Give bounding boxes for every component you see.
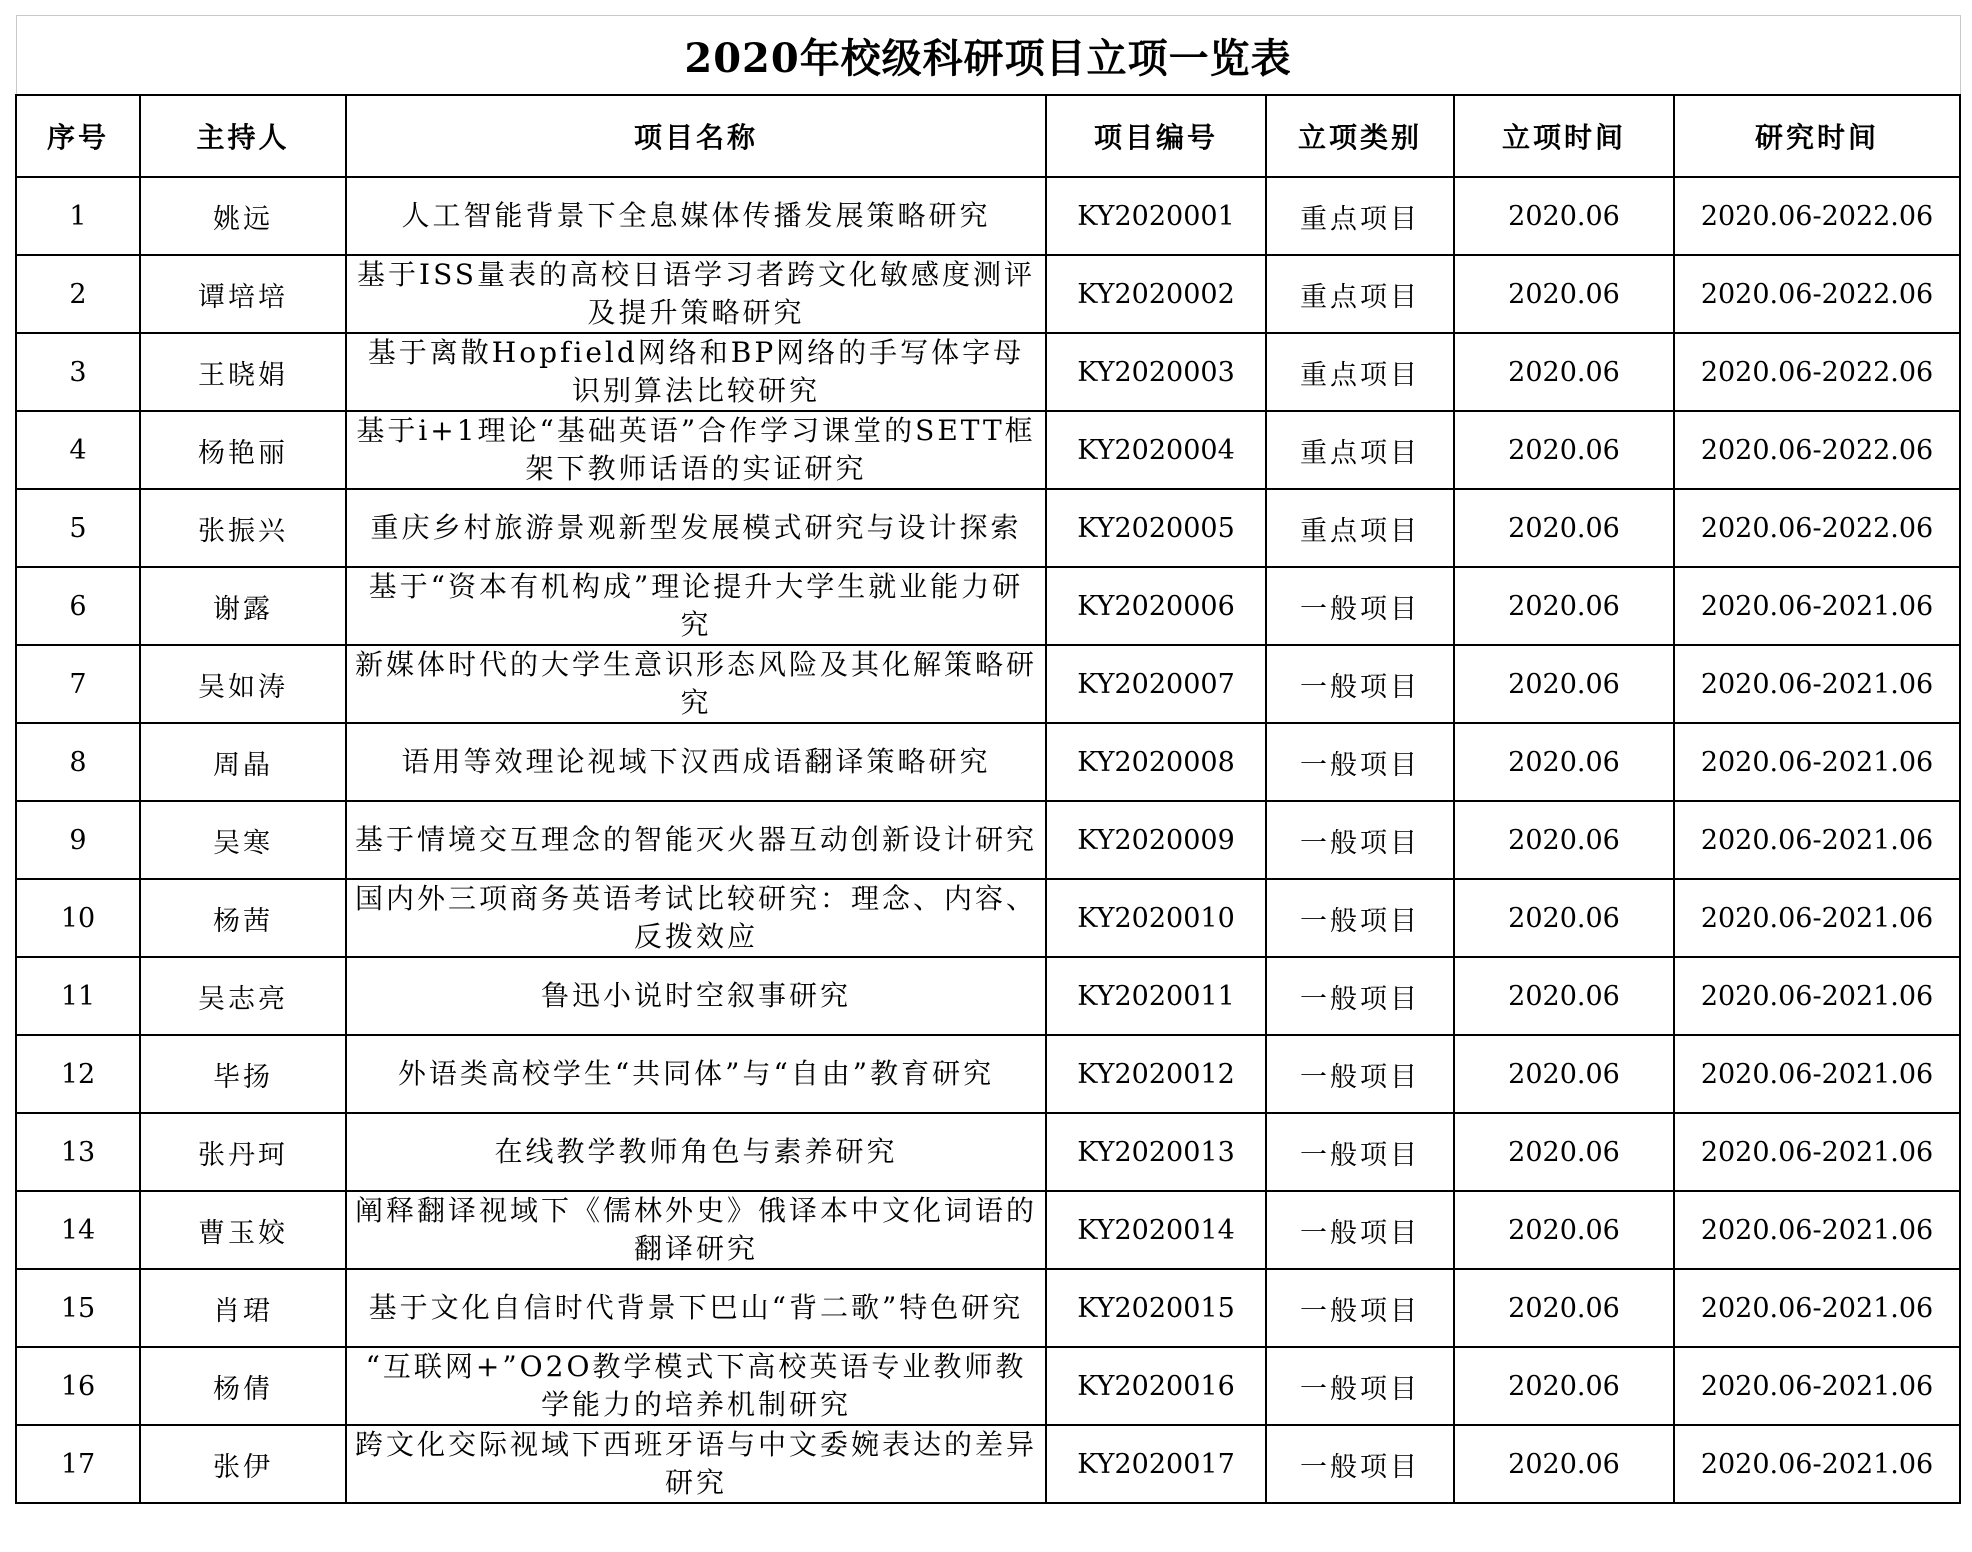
cell-project-type: 重点项目 — [1266, 177, 1454, 255]
cell-research-period: 2020.06-2022.06 — [1674, 177, 1960, 255]
cell-host: 毕扬 — [140, 1035, 346, 1113]
cell-research-period: 2020.06-2021.06 — [1674, 1113, 1960, 1191]
cell-approval-date: 2020.06 — [1454, 723, 1674, 801]
cell-project-type: 重点项目 — [1266, 411, 1454, 489]
header-host: 主持人 — [140, 95, 346, 177]
cell-seq: 6 — [16, 567, 140, 645]
cell-seq: 14 — [16, 1191, 140, 1269]
cell-project-type: 一般项目 — [1266, 1347, 1454, 1425]
cell-host: 张丹珂 — [140, 1113, 346, 1191]
cell-project-type: 一般项目 — [1266, 1035, 1454, 1113]
cell-project-code: KY2020003 — [1046, 333, 1266, 411]
cell-seq: 1 — [16, 177, 140, 255]
cell-project-code: KY2020007 — [1046, 645, 1266, 723]
header-row — [16, 95, 1960, 177]
cell-project-type: 一般项目 — [1266, 801, 1454, 879]
cell-project-type: 一般项目 — [1266, 1113, 1454, 1191]
cell-approval-date: 2020.06 — [1454, 489, 1674, 567]
cell-host: 吴志亮 — [140, 957, 346, 1035]
page-title: 2020年校级科研项目立项一览表 — [16, 16, 1960, 96]
cell-project-code: KY2020012 — [1046, 1035, 1266, 1113]
title-row — [16, 16, 1960, 96]
cell-host: 肖珺 — [140, 1269, 346, 1347]
cell-host: 杨倩 — [140, 1347, 346, 1425]
header-approval-date: 立项时间 — [1454, 95, 1674, 177]
table-row — [16, 1347, 1960, 1425]
cell-approval-date: 2020.06 — [1454, 879, 1674, 957]
cell-research-period: 2020.06-2022.06 — [1674, 411, 1960, 489]
cell-project-code: KY2020006 — [1046, 567, 1266, 645]
cell-approval-date: 2020.06 — [1454, 1191, 1674, 1269]
cell-approval-date: 2020.06 — [1454, 1425, 1674, 1503]
cell-approval-date: 2020.06 — [1454, 333, 1674, 411]
cell-seq: 17 — [16, 1425, 140, 1503]
cell-project-code: KY2020013 — [1046, 1113, 1266, 1191]
cell-project-code: KY2020008 — [1046, 723, 1266, 801]
cell-project-code: KY2020004 — [1046, 411, 1266, 489]
cell-project-code: KY2020005 — [1046, 489, 1266, 567]
cell-project-code: KY2020002 — [1046, 255, 1266, 333]
cell-approval-date: 2020.06 — [1454, 411, 1674, 489]
cell-host: 张伊 — [140, 1425, 346, 1503]
cell-research-period: 2020.06-2021.06 — [1674, 801, 1960, 879]
header-project-code: 项目编号 — [1046, 95, 1266, 177]
cell-host: 杨艳丽 — [140, 411, 346, 489]
cell-project-type: 一般项目 — [1266, 723, 1454, 801]
cell-project-code: KY2020010 — [1046, 879, 1266, 957]
cell-project-type: 一般项目 — [1266, 1269, 1454, 1347]
cell-approval-date: 2020.06 — [1454, 1035, 1674, 1113]
cell-seq: 5 — [16, 489, 140, 567]
cell-seq: 3 — [16, 333, 140, 411]
cell-project-name: 基于情境交互理念的智能灭火器互动创新设计研究 — [346, 801, 1046, 879]
cell-research-period: 2020.06-2021.06 — [1674, 1191, 1960, 1269]
cell-project-name: 国内外三项商务英语考试比较研究：理念、内容、反拨效应 — [346, 879, 1046, 957]
cell-approval-date: 2020.06 — [1454, 177, 1674, 255]
cell-approval-date: 2020.06 — [1454, 1347, 1674, 1425]
cell-project-code: KY2020017 — [1046, 1425, 1266, 1503]
cell-seq: 7 — [16, 645, 140, 723]
cell-host: 谢露 — [140, 567, 346, 645]
cell-project-type: 重点项目 — [1266, 255, 1454, 333]
cell-project-name: 基于i+1理论“基础英语”合作学习课堂的SETT框架下教师话语的实证研究 — [346, 411, 1046, 489]
cell-project-name: 基于离散Hopfield网络和BP网络的手写体字母识别算法比较研究 — [346, 333, 1046, 411]
cell-project-name: 外语类高校学生“共同体”与“自由”教育研究 — [346, 1035, 1046, 1113]
cell-project-code: KY2020011 — [1046, 957, 1266, 1035]
cell-project-code: KY2020009 — [1046, 801, 1266, 879]
project-table — [15, 15, 1961, 1504]
table-row — [16, 255, 1960, 333]
cell-host: 杨茜 — [140, 879, 346, 957]
cell-project-code: KY2020014 — [1046, 1191, 1266, 1269]
cell-research-period: 2020.06-2021.06 — [1674, 1269, 1960, 1347]
cell-research-period: 2020.06-2021.06 — [1674, 723, 1960, 801]
cell-project-code: KY2020015 — [1046, 1269, 1266, 1347]
cell-project-name: 跨文化交际视域下西班牙语与中文委婉表达的差异研究 — [346, 1425, 1046, 1503]
cell-seq: 11 — [16, 957, 140, 1035]
cell-seq: 2 — [16, 255, 140, 333]
table-row — [16, 489, 1960, 567]
table-row — [16, 645, 1960, 723]
cell-project-code: KY2020001 — [1046, 177, 1266, 255]
cell-project-name: 重庆乡村旅游景观新型发展模式研究与设计探索 — [346, 489, 1046, 567]
cell-research-period: 2020.06-2021.06 — [1674, 879, 1960, 957]
cell-project-type: 一般项目 — [1266, 567, 1454, 645]
cell-seq: 16 — [16, 1347, 140, 1425]
table-row — [16, 957, 1960, 1035]
table-row — [16, 1035, 1960, 1113]
cell-seq: 8 — [16, 723, 140, 801]
table-row — [16, 879, 1960, 957]
cell-research-period: 2020.06-2022.06 — [1674, 489, 1960, 567]
cell-research-period: 2020.06-2021.06 — [1674, 957, 1960, 1035]
cell-seq: 4 — [16, 411, 140, 489]
cell-project-code: KY2020016 — [1046, 1347, 1266, 1425]
cell-host: 姚远 — [140, 177, 346, 255]
cell-project-name: 基于文化自信时代背景下巴山“背二歌”特色研究 — [346, 1269, 1046, 1347]
cell-host: 张振兴 — [140, 489, 346, 567]
cell-project-type: 重点项目 — [1266, 333, 1454, 411]
table-row — [16, 1191, 1960, 1269]
table-row — [16, 567, 1960, 645]
table-row — [16, 411, 1960, 489]
cell-project-name: 阐释翻译视域下《儒林外史》俄译本中文化词语的翻译研究 — [346, 1191, 1046, 1269]
header-research-period: 研究时间 — [1674, 95, 1960, 177]
cell-approval-date: 2020.06 — [1454, 801, 1674, 879]
cell-approval-date: 2020.06 — [1454, 957, 1674, 1035]
cell-project-name: 在线教学教师角色与素养研究 — [346, 1113, 1046, 1191]
cell-host: 谭培培 — [140, 255, 346, 333]
cell-research-period: 2020.06-2021.06 — [1674, 1347, 1960, 1425]
cell-project-type: 重点项目 — [1266, 489, 1454, 567]
cell-seq: 13 — [16, 1113, 140, 1191]
cell-project-name: 鲁迅小说时空叙事研究 — [346, 957, 1046, 1035]
cell-project-type: 一般项目 — [1266, 957, 1454, 1035]
cell-seq: 12 — [16, 1035, 140, 1113]
cell-seq: 15 — [16, 1269, 140, 1347]
cell-research-period: 2020.06-2022.06 — [1674, 333, 1960, 411]
project-list-sheet — [15, 15, 1959, 1504]
table-row — [16, 1269, 1960, 1347]
cell-project-type: 一般项目 — [1266, 879, 1454, 957]
cell-project-type: 一般项目 — [1266, 1425, 1454, 1503]
cell-project-name: 新媒体时代的大学生意识形态风险及其化解策略研究 — [346, 645, 1046, 723]
cell-research-period: 2020.06-2022.06 — [1674, 255, 1960, 333]
table-row — [16, 1113, 1960, 1191]
header-project-type: 立项类别 — [1266, 95, 1454, 177]
cell-approval-date: 2020.06 — [1454, 1269, 1674, 1347]
cell-host: 吴寒 — [140, 801, 346, 879]
cell-host: 吴如涛 — [140, 645, 346, 723]
table-row — [16, 177, 1960, 255]
table-row — [16, 1425, 1960, 1503]
cell-project-name: 语用等效理论视域下汉西成语翻译策略研究 — [346, 723, 1046, 801]
cell-project-type: 一般项目 — [1266, 1191, 1454, 1269]
cell-project-name: “互联网+”O2O教学模式下高校英语专业教师教学能力的培养机制研究 — [346, 1347, 1046, 1425]
cell-research-period: 2020.06-2021.06 — [1674, 567, 1960, 645]
cell-host: 周晶 — [140, 723, 346, 801]
cell-approval-date: 2020.06 — [1454, 1113, 1674, 1191]
cell-seq: 9 — [16, 801, 140, 879]
cell-project-name: 基于“资本有机构成”理论提升大学生就业能力研究 — [346, 567, 1046, 645]
table-row — [16, 333, 1960, 411]
cell-research-period: 2020.06-2021.06 — [1674, 645, 1960, 723]
table-row — [16, 801, 1960, 879]
table-row — [16, 723, 1960, 801]
cell-research-period: 2020.06-2021.06 — [1674, 1425, 1960, 1503]
cell-project-name: 人工智能背景下全息媒体传播发展策略研究 — [346, 177, 1046, 255]
cell-approval-date: 2020.06 — [1454, 645, 1674, 723]
cell-approval-date: 2020.06 — [1454, 567, 1674, 645]
cell-project-type: 一般项目 — [1266, 645, 1454, 723]
cell-host: 王晓娟 — [140, 333, 346, 411]
header-seq: 序号 — [16, 95, 140, 177]
cell-research-period: 2020.06-2021.06 — [1674, 1035, 1960, 1113]
cell-seq: 10 — [16, 879, 140, 957]
cell-approval-date: 2020.06 — [1454, 255, 1674, 333]
cell-host: 曹玉姣 — [140, 1191, 346, 1269]
header-project-name: 项目名称 — [346, 95, 1046, 177]
cell-project-name: 基于ISS量表的高校日语学习者跨文化敏感度测评及提升策略研究 — [346, 255, 1046, 333]
